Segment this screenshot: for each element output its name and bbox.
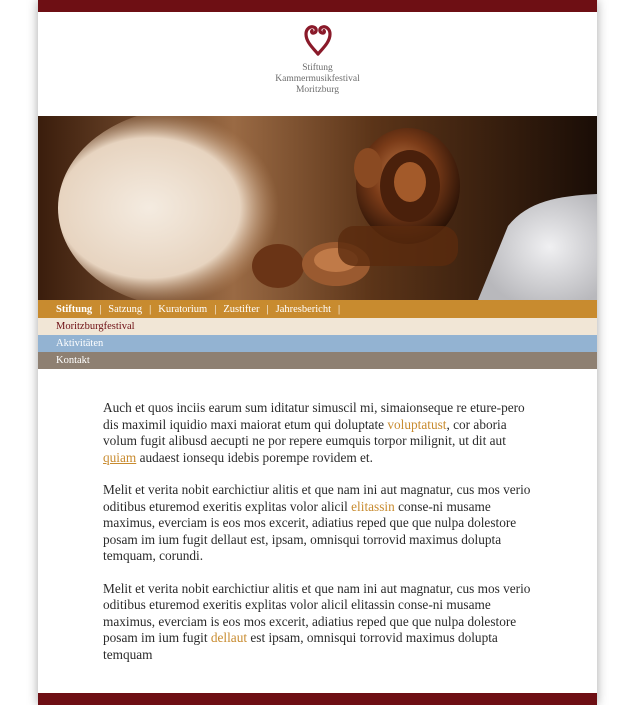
brand-line-2: Kammermusikfestival: [275, 74, 360, 84]
text: audaest ionsequ idebis porempe rovidem et.: [136, 449, 373, 465]
brand-name: [38, 63, 597, 96]
nav-separator: |: [338, 303, 341, 315]
text: est ipsam, omnisqui torrovid maximus dolupta temquam: [103, 630, 498, 662]
nav-separator: |: [99, 303, 102, 315]
top-bar: [38, 0, 597, 12]
text: Auch et quos inciis earum sum iditatur simuscil mi, simaionseque re eture-pero dis maximil iquidio maxi maiorat etum qui doluptate: [103, 400, 525, 432]
link-elitassin[interactable]: elitassin: [351, 498, 395, 514]
nav-moritzburgfestival[interactable]: Moritzburgfestival: [38, 318, 597, 335]
nav-separator: |: [266, 303, 269, 315]
nav-satzung[interactable]: Satzung: [108, 303, 143, 315]
text: Melit et verita nobit earchictiur alitis et que nam ini aut magnatur, cus mos verio oditibus eturemod exeritis explitas volor alicil: [103, 482, 531, 514]
hero-image: [38, 116, 597, 300]
nav-aktivitaeten[interactable]: Aktivitäten: [38, 335, 597, 352]
logo[interactable]: [38, 24, 597, 96]
brand-line-3: Moritzburg: [295, 85, 340, 95]
paragraph-3: [103, 581, 535, 664]
paragraph-1: [103, 400, 535, 466]
nav-separator: |: [214, 303, 217, 315]
paragraph-2: [103, 482, 535, 565]
nav-kontakt[interactable]: Kontakt: [38, 352, 597, 369]
link-dellaut[interactable]: dellaut: [210, 630, 248, 645]
text: conse-ni musame maximus, everciam is eos mos excerit, adiatius reped que que nulpa dolestore posam im ium fugit dellaut est, ipsam, omnisqui torrovid maximus dolupta temquam, corundi.: [103, 498, 517, 563]
text: Melit et verita nobit earchictiur alitis et que nam ini aut magnatur, cus mos verio oditibus eturemod exeritis explitas volor alicil elitassin conse-ni musame maximus, everciam is eos mos excerit, adiatius reped que que nulpa dolestore posam im ium fugit: [103, 580, 531, 645]
nav-separator: |: [149, 303, 152, 315]
heart-scroll-logo-icon: [303, 24, 333, 56]
main-nav: [38, 300, 597, 318]
link-quiam[interactable]: quiam: [103, 449, 137, 465]
link-voluptatust[interactable]: voluptatust: [387, 416, 447, 432]
text: , cor aboria volum fugit alibusd aecupti ne por repere eumquis torpor milignit, ut dit aut: [103, 416, 507, 448]
bottom-bar: [38, 693, 597, 705]
main-content: [103, 400, 535, 679]
nav-zustifter[interactable]: Zustifter: [223, 303, 260, 315]
nav-jahresbericht[interactable]: Jahresbericht: [275, 303, 332, 315]
nav-kuratorium[interactable]: Kuratorium: [158, 303, 208, 315]
brand-line-1: Stiftung: [302, 63, 333, 73]
nav-stiftung[interactable]: Stiftung: [56, 303, 93, 315]
violin-scroll-photo-icon: [38, 116, 597, 300]
page-container: [38, 0, 597, 705]
